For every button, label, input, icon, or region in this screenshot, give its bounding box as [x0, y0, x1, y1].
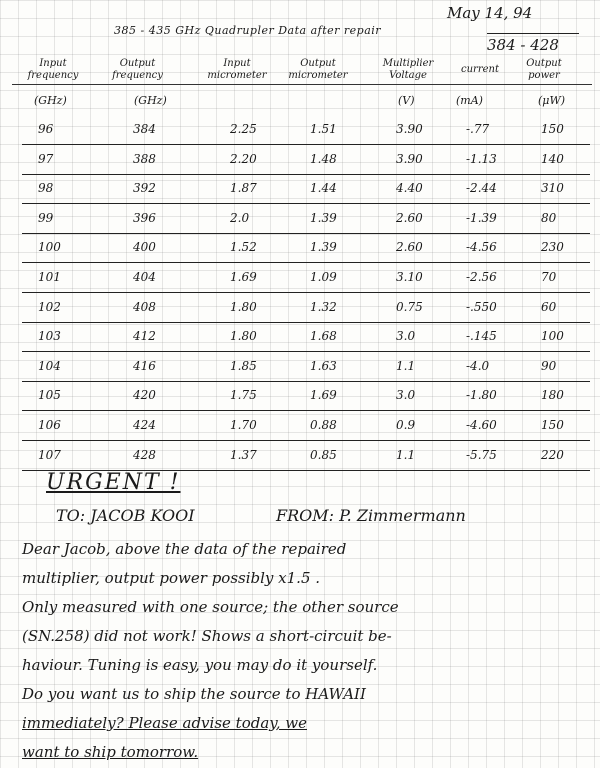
note-line: Do you want us to ship the source to HAWAII [22, 685, 366, 703]
table-cell: 1.1 [396, 447, 416, 462]
table-cell: 1.32 [310, 299, 337, 314]
table-row [0, 298, 600, 328]
table-cell: 60 [541, 299, 557, 314]
table-cell: 180 [541, 388, 564, 403]
row-underline [22, 174, 590, 175]
table-cell: -4.60 [466, 418, 497, 432]
table-cell: 3.0 [396, 329, 416, 344]
unit-output-frequency: (GHz) [134, 94, 167, 107]
row-underline [22, 233, 590, 234]
note-line: want to ship tomorrow. [22, 743, 199, 761]
table-cell: 2.25 [230, 122, 257, 136]
table-cell: 2.20 [230, 151, 257, 166]
unit-input-frequency: (GHz) [34, 94, 67, 107]
table-cell: 388 [133, 151, 156, 166]
table-cell: 140 [541, 151, 564, 166]
table-cell: -5.75 [466, 447, 497, 462]
table-cell: 1.69 [310, 388, 337, 403]
table-cell: -1.13 [466, 151, 497, 166]
table-row [0, 179, 600, 209]
table-cell: 1.63 [310, 358, 337, 373]
table-row [0, 386, 600, 416]
table-cell: 404 [133, 270, 156, 284]
table-row [0, 150, 600, 180]
table-cell: 1.80 [230, 329, 257, 344]
range-underline [487, 33, 579, 34]
table-cell: 97 [38, 151, 54, 166]
col-header-input-micrometer: Input micrometer [207, 58, 267, 81]
table-cell: 3.90 [396, 151, 423, 166]
header-divider [12, 84, 592, 85]
table-cell: -4.56 [466, 240, 497, 255]
table-row [0, 327, 600, 357]
table-cell: 105 [38, 388, 61, 403]
table-cell: 1.70 [230, 418, 257, 432]
table-cell: 424 [133, 418, 156, 432]
table-cell: 1.37 [230, 447, 257, 462]
table-cell: 400 [133, 240, 156, 255]
table-cell: 103 [38, 329, 61, 344]
note-line: (SN.258) did not work! Shows a short-circuit be- [22, 627, 392, 645]
table-row [0, 209, 600, 239]
table-cell: 1.75 [230, 388, 257, 403]
row-underline [22, 381, 590, 382]
table-cell: -.550 [466, 299, 497, 314]
table-cell: 104 [38, 358, 61, 373]
date: May 14, 94 [447, 4, 533, 22]
table-cell: 0.85 [310, 447, 337, 462]
table-cell: 1.80 [230, 299, 257, 314]
unit-voltage: (V) [398, 94, 415, 107]
note-line: multiplier, output power possibly x1.5 . [22, 569, 321, 587]
table-cell: 70 [541, 270, 557, 284]
frequency-range: 384 - 428 [487, 36, 559, 54]
table-cell: 416 [133, 358, 156, 373]
table-cell: 428 [133, 447, 156, 462]
table-cell: 220 [541, 447, 564, 462]
urgent-heading: URGENT ! [46, 470, 181, 495]
table-cell: 150 [541, 418, 564, 432]
row-underline [22, 440, 590, 441]
col-header-current: current [461, 64, 499, 75]
table-cell: 4.40 [396, 181, 423, 196]
col-header-output-frequency: Output frequency [112, 58, 163, 81]
table-cell: 102 [38, 299, 61, 314]
table-cell: -2.44 [466, 181, 497, 196]
col-header-input-frequency: Input frequency [27, 58, 79, 81]
unit-power: (μW) [538, 94, 566, 107]
table-cell: 1.52 [230, 240, 257, 255]
table-row [0, 268, 600, 298]
col-header-multiplier-voltage: Multiplier Voltage [382, 58, 434, 81]
table-cell: 396 [133, 210, 156, 225]
table-cell: 3.10 [396, 270, 423, 284]
table-cell: 420 [133, 388, 156, 403]
table-cell: -1.80 [466, 388, 497, 403]
row-underline [22, 410, 590, 411]
table-cell: 100 [541, 329, 564, 344]
table-cell: 3.0 [396, 388, 416, 403]
note-line: Dear Jacob, above the data of the repaired [22, 540, 347, 558]
table-cell: 107 [38, 447, 61, 462]
table-cell: 0.75 [396, 299, 423, 314]
table-cell: 1.68 [310, 329, 337, 344]
note-from: FROM: P. Zimmermann [276, 506, 466, 525]
row-underline [22, 203, 590, 204]
table-cell: 99 [38, 210, 54, 225]
table-cell: 230 [541, 240, 564, 255]
page-title: 385 - 435 GHz Quadrupler Data after repair [114, 24, 382, 37]
table-cell: 1.39 [310, 240, 337, 255]
table-cell: 1.44 [310, 181, 337, 196]
table-cell: 408 [133, 299, 156, 314]
table-cell: 1.09 [310, 270, 337, 284]
table-row [0, 238, 600, 268]
table-cell: 150 [541, 122, 564, 136]
table-cell: 1.39 [310, 210, 337, 225]
table-cell: -.77 [466, 122, 490, 136]
row-underline [22, 322, 590, 323]
table-cell: 1.51 [310, 122, 337, 136]
table-row [0, 120, 600, 150]
note-line: Only measured with one source; the other source [22, 598, 399, 616]
table-cell: 98 [38, 181, 54, 196]
table-cell: 2.0 [230, 210, 250, 225]
row-underline [22, 351, 590, 352]
col-header-output-micrometer: Output micrometer [288, 58, 348, 81]
table-cell: 3.90 [396, 122, 423, 136]
row-underline [22, 144, 590, 145]
table-cell: 310 [541, 181, 564, 196]
table-cell: 0.88 [310, 418, 337, 432]
table-cell: 101 [38, 270, 61, 284]
table-row [0, 416, 600, 446]
table-cell: 392 [133, 181, 156, 196]
note-line: immediately? Please advise today, we [22, 714, 307, 732]
table-cell: 1.48 [310, 151, 337, 166]
table-cell: 2.60 [396, 240, 423, 255]
table-cell: 100 [38, 240, 61, 255]
table-cell: 1.69 [230, 270, 257, 284]
table-cell: 412 [133, 329, 156, 344]
row-underline [22, 262, 590, 263]
row-underline [22, 292, 590, 293]
table-cell: -2.56 [466, 270, 497, 284]
table-cell: 1.85 [230, 358, 257, 373]
table-cell: -.145 [466, 329, 497, 344]
table-cell: 0.9 [396, 418, 416, 432]
table-cell: 1.1 [396, 358, 416, 373]
table-cell: 90 [541, 358, 557, 373]
note-line: haviour. Tuning is easy, you may do it yourself. [22, 656, 378, 674]
table-cell: -1.39 [466, 210, 497, 225]
table-cell: 1.87 [230, 181, 257, 196]
col-header-output-power: Output power [526, 58, 562, 81]
table-row [0, 357, 600, 387]
table-cell: 96 [38, 122, 54, 136]
note-to: TO: JACOB KOOI [56, 506, 195, 525]
table-cell: -4.0 [466, 358, 490, 373]
table-cell: 384 [133, 122, 156, 136]
table-cell: 80 [541, 210, 557, 225]
unit-current: (mA) [456, 94, 483, 107]
table-cell: 106 [38, 418, 61, 432]
table-cell: 2.60 [396, 210, 423, 225]
